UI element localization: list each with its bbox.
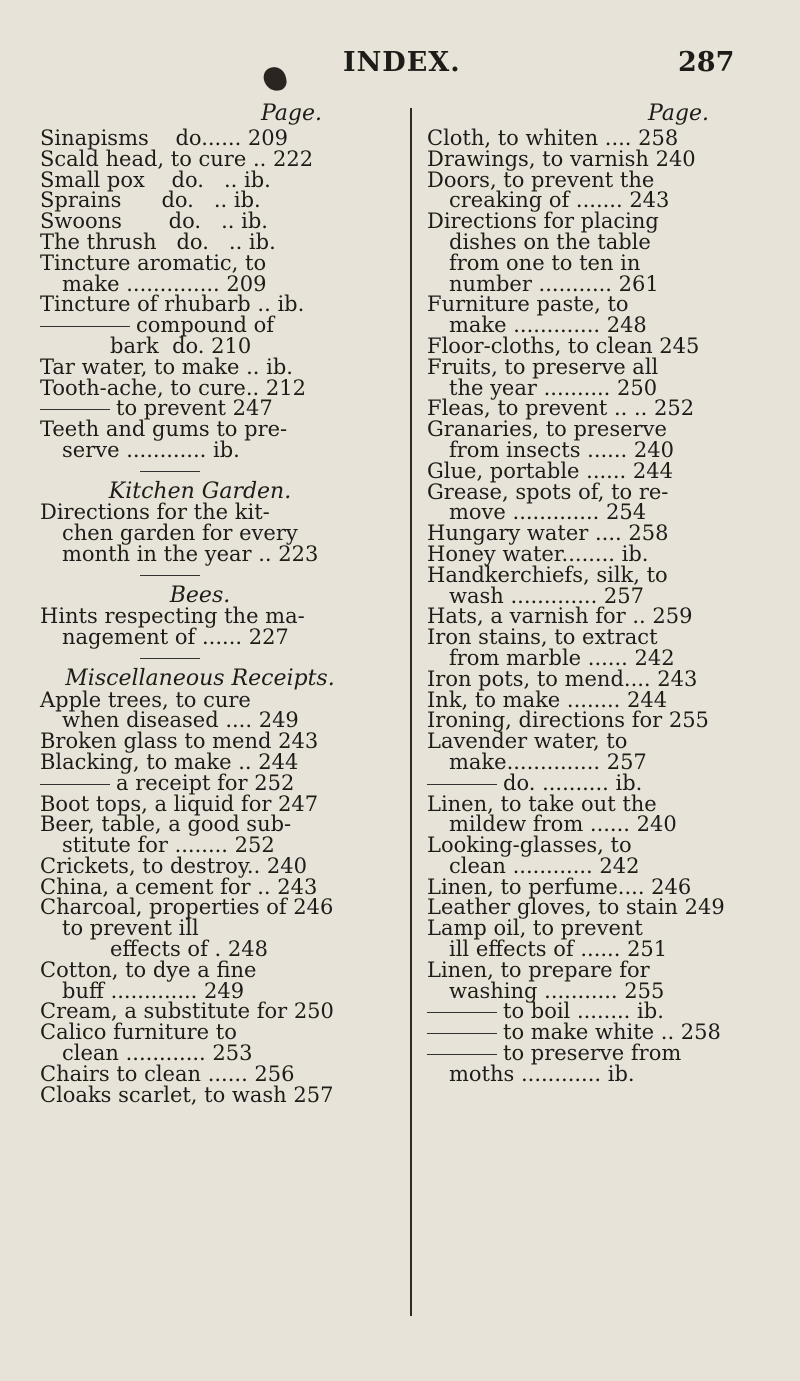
left-column [40,101,360,1107]
entry-text: Iron stains, to extract [427,625,658,650]
entry-text: moths ............ ib. [449,1061,635,1086]
entry-text: washing ........... 255 [449,978,665,1003]
entry-text: Hints respecting the ma- [40,604,305,629]
index-entry [427,645,747,670]
entry-text: Doors, to prevent the [427,167,655,192]
index-entry [427,211,747,232]
index-entry [427,437,747,462]
entry-text: wash ............. 257 [449,583,645,608]
section-rule [40,648,360,669]
index-entry [40,333,360,358]
index-entry [40,398,360,419]
entry-text: The thrush do. .. ib. [40,229,276,254]
ditto-dash [427,1033,497,1034]
entry-text: Tar water, to make .. ib. [40,354,293,379]
entry-text: Blacking, to make .. 244 [40,749,299,774]
entry-text: Bees. [169,582,231,608]
section-heading [40,478,360,504]
entry-text: clean ............ 242 [449,853,640,878]
entry-text: Sinapisms do...... 209 [40,126,289,150]
entry-text: make ............. 248 [449,313,647,338]
index-entry [427,627,747,648]
index-entry [427,294,747,315]
entry-text: China, a cement for .. 243 [40,874,318,899]
index-entry [40,687,360,712]
entry-text: Swoons do. .. ib. [40,209,268,234]
ditto-dash [40,409,110,410]
entry-text: Miscellaneous Receipts. [65,665,335,691]
entry-text: Looking-glasses, to [427,833,632,858]
entry-text: Lamp oil, to prevent [427,916,643,941]
index-entry [40,1082,360,1107]
index-entry [427,250,747,275]
right-column [427,101,747,1086]
entry-text: Floor-cloths, to clean 245 [427,333,700,358]
index-entry [427,458,747,483]
index-entry [427,1022,747,1043]
index-entry [427,128,747,149]
index-entry [427,666,747,691]
entry-text: Directions for the kit- [40,500,270,525]
index-entry [40,918,360,939]
index-entry [427,562,747,587]
index-entry [40,375,360,400]
index-entry [40,957,360,982]
entry-text: to make white .. 258 [503,1020,721,1045]
index-entry [40,1022,360,1043]
index-entry [40,250,360,275]
entry-text: Directions for placing [427,209,659,234]
entry-text: make.............. 257 [449,749,647,774]
entry-text: effects of . 248 [110,937,268,962]
index-entry [40,978,360,1003]
index-entry [40,731,360,752]
right-column-heading: Page. [647,101,709,126]
index-entry [40,1043,360,1064]
entry-text: from marble ...... 242 [449,645,675,670]
index-entry [427,333,747,358]
index-entry [40,627,360,648]
entry-text: when diseased .... 249 [62,708,299,733]
entry-text: Fleas, to prevent .. .. 252 [427,396,695,421]
ditto-dash [427,1054,497,1055]
index-entry [427,541,747,566]
index-entry [40,1001,360,1022]
entry-text: make .............. 209 [62,271,267,296]
index-entry [427,874,747,899]
index-entry [40,437,360,462]
page-header [0,47,800,87]
entry-text: Apple trees, to cure [40,687,251,712]
entry-text: from one to ten in [449,250,641,275]
entry-text: Handkerchiefs, silk, to [427,562,668,587]
entry-text: to boil ........ ib. [503,999,664,1024]
entry-text: Ironing, directions for 255 [427,708,709,733]
index-entry [40,770,360,795]
section-rule [40,565,360,586]
index-entry [40,939,360,960]
index-entry [40,211,360,232]
index-entry [40,853,360,878]
index-entry [40,541,360,566]
index-entry [427,1001,747,1022]
section-heading [40,665,360,691]
entry-text: Granaries, to preserve [427,417,667,442]
entry-text: Linen, to take out the [427,791,657,816]
index-entry [40,710,360,731]
index-entry [40,749,360,774]
ink-blot-icon [262,65,289,93]
index-entry [427,1043,747,1064]
entry-text: number ........... 261 [449,271,659,296]
index-entry [427,710,747,731]
entry-text: Cloaks scarlet, to wash 257 [40,1082,334,1107]
ditto-dash [40,784,110,785]
entry-text: Leather gloves, to stain 249 [427,895,725,920]
index-entry [427,146,747,171]
index-entry [40,167,360,192]
page-number: 287 [678,47,735,78]
index-entry [427,957,747,982]
entry-text: Tincture of rhubarb .. ib. [40,292,305,317]
index-entry [427,229,747,254]
index-entry [40,315,360,336]
index-entry [40,791,360,816]
entry-text: Grease, spots of, to re- [427,479,669,504]
index-entry [427,791,747,816]
index-entry [427,814,747,835]
index-entry [40,897,360,918]
index-entry [427,502,747,523]
ditto-dash [427,1012,497,1013]
entry-text: Ink, to make ........ 244 [427,687,668,712]
entry-text: Cloth, to whiten .... 258 [427,126,679,150]
index-entry [427,687,747,712]
entry-text: chen garden for every [62,521,298,546]
index-entry [427,419,747,440]
entry-text: bark do. 210 [110,333,252,358]
entry-text: to prevent ill [62,916,199,941]
entry-text: Calico furniture to [40,1020,237,1045]
entry-text: clean ............ 253 [62,1041,253,1066]
entry-text: Teeth and gums to pre- [40,417,288,442]
entry-text: Drawings, to varnish 240 [427,146,696,171]
entry-text: Tooth-ache, to cure.. 212 [40,375,306,400]
index-entry [40,419,360,440]
index-entry [427,978,747,1003]
index-entry [427,939,747,960]
index-entry [40,814,360,835]
entry-text: Fruits, to preserve all [427,354,659,379]
entry-text: month in the year .. 223 [62,541,319,566]
index-entry [427,853,747,878]
ditto-dash [40,326,130,327]
index-entry [40,128,360,149]
entry-text: Small pox do. .. ib. [40,167,271,192]
index-entry [427,398,747,419]
entry-text: Linen, to perfume.... 246 [427,874,692,899]
entry-text: serve ............ ib. [62,437,240,462]
right-entries [427,128,747,1085]
index-entry [40,354,360,379]
index-entry [427,606,747,627]
index-entry [40,294,360,315]
entry-text: Broken glass to mend 243 [40,729,319,754]
entry-text: Boot tops, a liquid for 247 [40,791,319,816]
index-entry [427,315,747,336]
entry-text: a receipt for 252 [116,770,295,795]
entry-text: dishes on the table [449,229,651,254]
index-entry [40,1061,360,1086]
entry-text: Furniture paste, to [427,292,629,317]
entry-text: Linen, to prepare for [427,957,650,982]
index-entry [40,835,360,856]
index-entry [427,375,747,400]
index-entry [427,190,747,211]
index-entry [427,731,747,752]
index-entry [40,146,360,171]
entry-text: Sprains do. .. ib. [40,188,261,213]
entry-text: Scald head, to cure .. 222 [40,146,314,171]
entry-text: do. .......... ib. [503,770,643,795]
left-entries [40,128,360,1105]
index-entry [427,918,747,939]
entry-text: mildew from ...... 240 [449,812,677,837]
entry-text: Glue, portable ...... 244 [427,458,673,483]
entry-text: Hungary water .... 258 [427,521,669,546]
index-entry [427,479,747,504]
entry-text: Crickets, to destroy.. 240 [40,853,308,878]
entry-text: Tincture aromatic, to [40,250,267,275]
entry-text: nagement of ...... 227 [62,625,289,650]
index-entry [40,874,360,899]
entry-text: Cotton, to dye a fine [40,957,257,982]
index-entry [427,770,747,795]
entry-text: Beer, table, a good sub- [40,812,292,837]
index-entry [40,229,360,254]
entry-text: Charcoal, properties of 246 [40,895,334,920]
index-entry [427,523,747,544]
page-title: INDEX. [343,47,461,78]
entry-text: buff ............. 249 [62,978,245,1003]
entry-text: Kitchen Garden. [108,478,292,504]
index-entry [427,749,747,774]
index-entry [40,190,360,211]
entry-text: Hats, a varnish for .. 259 [427,604,693,629]
entry-text: from insects ...... 240 [449,437,674,462]
entry-text: Chairs to clean ...... 256 [40,1061,295,1086]
index-entry [427,167,747,192]
index-entry [40,502,360,523]
index-entry [40,606,360,627]
entry-text: ill effects of ...... 251 [449,937,668,962]
index-entry [427,271,747,296]
entry-text: Lavender water, to [427,729,628,754]
entry-text: to prevent 247 [116,396,273,421]
index-entry [40,523,360,544]
section-rule [40,461,360,482]
index-entry [427,354,747,379]
column-divider [410,108,412,1316]
entry-text: Honey water........ ib. [427,541,649,566]
section-heading [40,582,360,608]
entry-text: compound of [136,313,274,338]
left-column-heading: Page. [260,101,322,126]
entry-text: the year .......... 250 [449,375,658,400]
entry-text: Iron pots, to mend.... 243 [427,666,698,691]
entry-text: move ............. 254 [449,500,647,525]
index-entry [40,271,360,296]
entry-text: creaking of ....... 243 [449,188,670,213]
entry-text: to preserve from [503,1041,682,1066]
index-entry [427,835,747,856]
index-entry [427,1061,747,1086]
entry-text: Cream, a substitute for 250 [40,999,334,1024]
index-entry [427,897,747,918]
ditto-dash [427,784,497,785]
entry-text: stitute for ........ 252 [62,833,275,858]
index-entry [427,583,747,608]
